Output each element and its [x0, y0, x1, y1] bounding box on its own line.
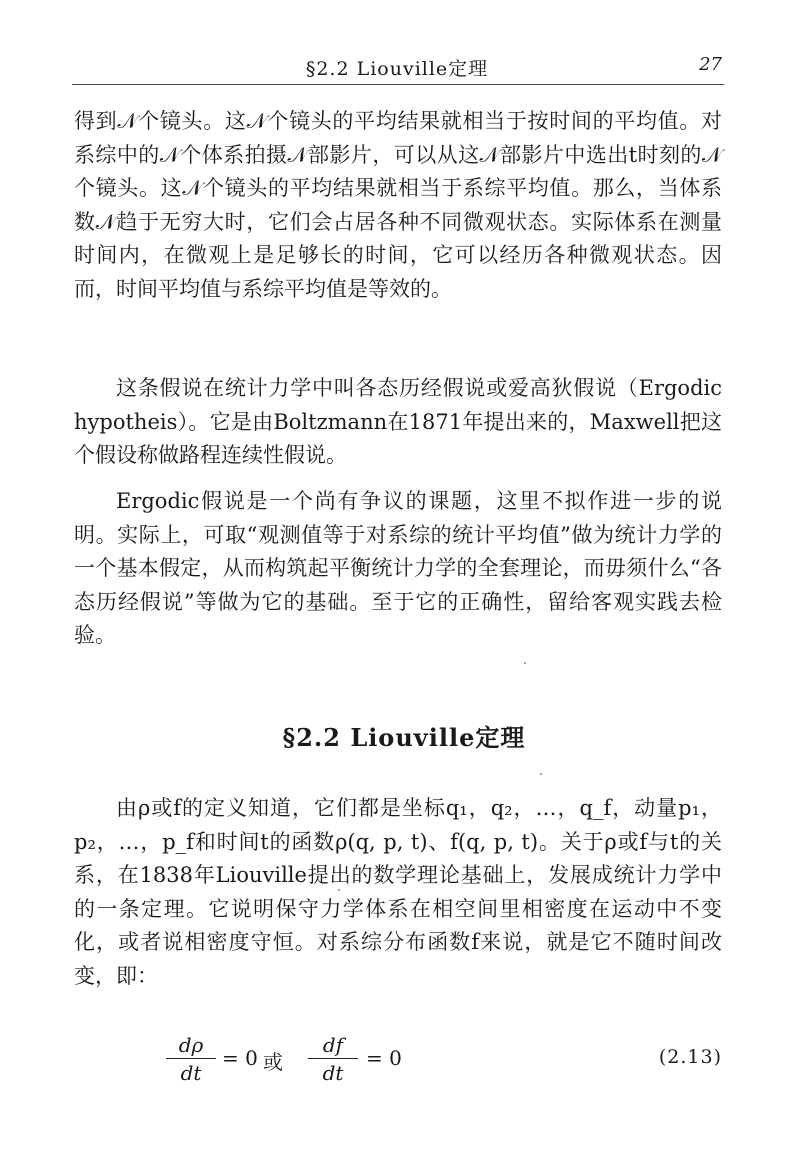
equals-zero: = 0 [366, 1046, 402, 1070]
equation-2-13 [160, 1032, 722, 1092]
fraction-denominator: dt [180, 1061, 202, 1085]
equation-connector: 或 [263, 1050, 283, 1074]
header-rule [72, 84, 724, 85]
paragraph-text: 得到𝒩个镜头。这𝒩个镜头的平均结果就相当于按时间的平均值。对系综中的𝒩个体系拍摄𝒩部影片，可以从这𝒩部影片中选出t时刻的𝒩个镜头。这𝒩个镜头的平均结果就相当于系综平均值。那么，当体系数𝒩趋于无穷大时，它们会占居各种不同微观状态。实际体系在测量时间内，在微观上是足够长的时间，它可以经历各种微观状态。因而，时间平均值与系综平均值是等效的。 [74, 109, 722, 301]
paragraph-ergodic-discussion [74, 485, 722, 653]
fraction-numerator: dρ [166, 1032, 216, 1059]
paragraph-text: 由ρ或f的定义知道，它们都是坐标q₁，q₂，…，q_f，动量p₁，p₂，…，p_f和时间t的函数ρ(q, p, t)、f(q, p, t)。关于ρ或f与t的关系，在1838年Liouville提出的数学理论基础上，发展成统计力学中的一条定理。它说明保守力学体系在相空间里相密度在运动中不变化，或者说相密度守恒。对系综分布函数f来说，就是它不随时间改变，即： [74, 796, 722, 988]
running-header [72, 48, 722, 82]
paragraph-text: 这条假说在统计力学中叫各态历经假说或爱高狄假说（Ergodic hypotheis）。它是由Boltzmann在1871年提出来的，Maxwell把这个假设称做路程连续性假说。 [74, 376, 722, 467]
paragraph-continuation [74, 105, 722, 306]
scan-speck [524, 662, 526, 664]
paragraph-ergodic-hypothesis [74, 372, 722, 473]
fraction-numerator: df [308, 1032, 358, 1059]
fraction-df-dt [308, 1032, 358, 1085]
fraction-denominator: dt [322, 1061, 344, 1085]
equation-number: (2.13) [658, 1046, 722, 1068]
scan-speck [540, 773, 542, 775]
header-title: §2.2 Liouville定理 [305, 58, 489, 80]
page-number: 27 [699, 54, 722, 75]
paragraph-liouville-intro [74, 792, 722, 993]
fraction-drho-dt [166, 1032, 216, 1085]
scan-speck [338, 889, 340, 891]
section-heading: §2.2 Liouville定理 [282, 723, 526, 752]
paragraph-text: Ergodic假说是一个尚有争议的课题，这里不拟作进一步的说明。实际上，可取“观测值等于对系综的统计平均值”做为统计力学的一个基本假定，从而构筑起平衡统计力学的全套理论，而毋须什么“各态历经假说”等做为它的基础。至于它的正确性，留给客观实践去检验。 [74, 489, 722, 647]
equals-zero: = 0 [222, 1046, 258, 1070]
